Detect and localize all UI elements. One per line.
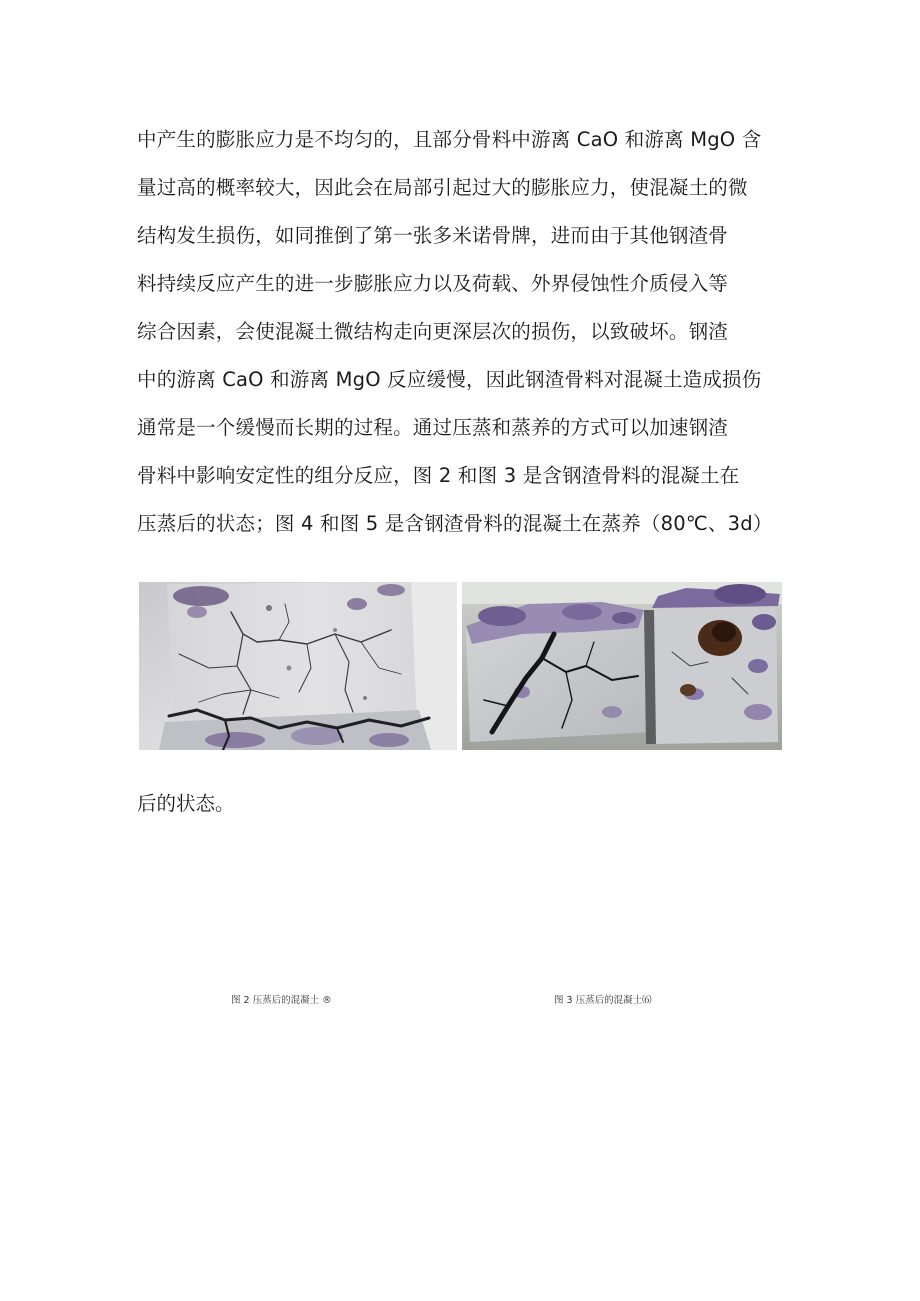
broken-concrete-image xyxy=(462,582,782,750)
body-line-5: 综合因素，会使混凝土微结构走向更深层次的损伤，以致破坏。钢渣 xyxy=(137,320,729,343)
figure-3-photo xyxy=(462,582,782,750)
body-paragraph xyxy=(137,116,797,548)
body-line-4: 料持续反应产生的进一步膨胀应力以及荷载、外界侵蚀性介质侵入等 xyxy=(137,272,729,295)
figure-row xyxy=(139,582,782,750)
figure-2-caption: 图 2 压蒸后的混凝土 ® xyxy=(231,995,332,1006)
body-line-3: 结构发生损伤，如同推倒了第一张多米诺骨牌，进而由于其他钢渣骨 xyxy=(137,224,729,247)
body-line-1: 中产生的膨胀应力是不均匀的，且部分骨料中游离 CaO 和游离 MgO 含 xyxy=(137,128,762,151)
body-line-7: 通常是一个缓慢而长期的过程。通过压蒸和蒸养的方式可以加速钢渣 xyxy=(137,416,729,439)
body-line-6: 中的游离 CaO 和游离 MgO 反应缓慢，因此钢渣骨料对混凝土造成损伤 xyxy=(137,368,762,391)
tail-line: 后的状态。 xyxy=(137,792,235,815)
body-line-2: 量过高的概率较大，因此会在局部引起过大的膨胀应力，使混凝土的微 xyxy=(137,176,748,199)
cracked-concrete-image xyxy=(139,582,457,750)
body-line-9: 压蒸后的状态；图 4 和图 5 是含钢渣骨料的混凝土在蒸养（80℃、3d） xyxy=(137,512,773,535)
body-line-8: 骨料中影响安定性的组分反应，图 2 和图 3 是含钢渣骨料的混凝土在 xyxy=(137,464,740,487)
figure-3-caption: 图 3 压蒸后的混凝土⑹ xyxy=(554,995,652,1006)
figure-2-photo xyxy=(139,582,457,750)
